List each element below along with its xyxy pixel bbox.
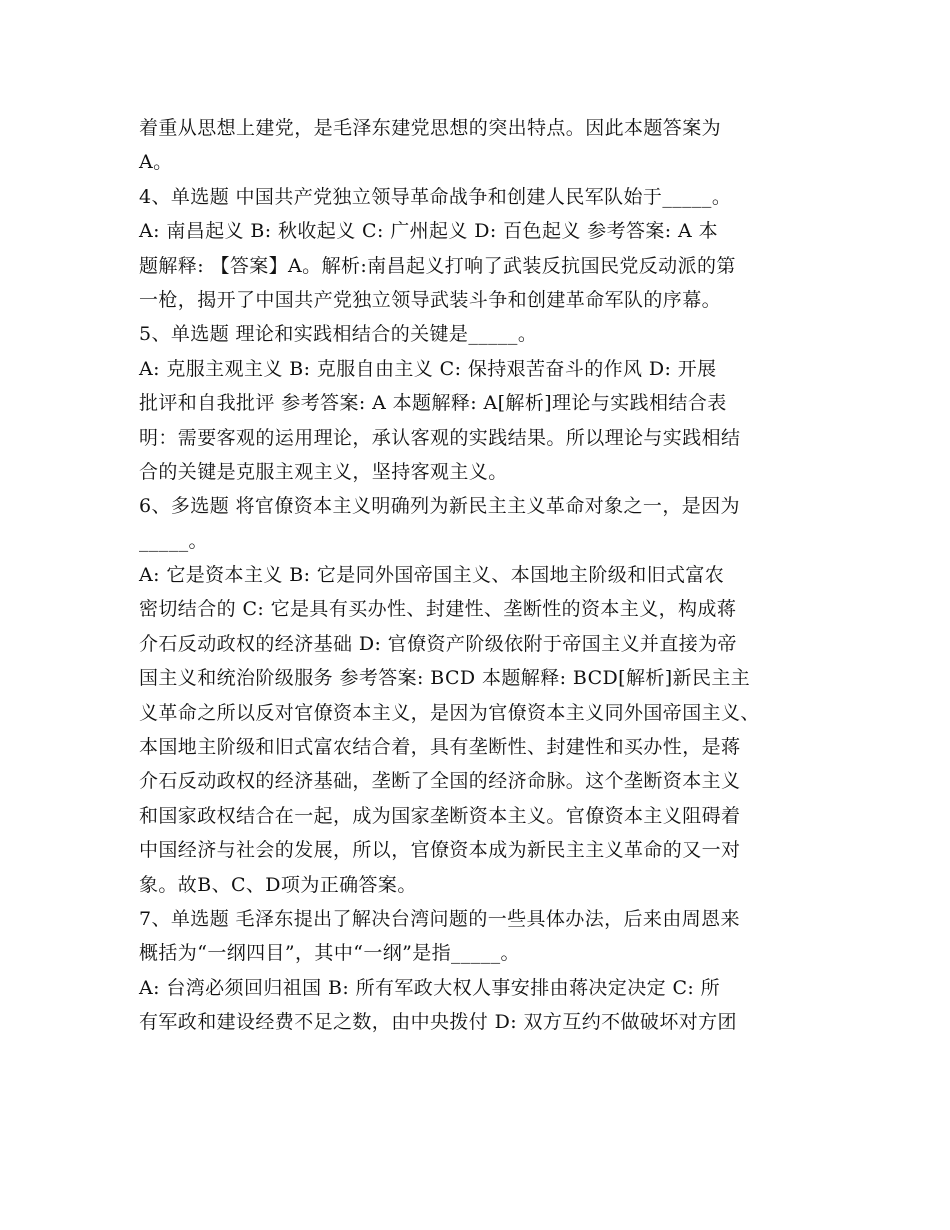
text-line: 一枪，揭开了中国共产党独立领导武装斗争和创建革命军队的序幕。 <box>139 288 722 311</box>
text-line: 义革命之所以反对官僚资本主义，是因为官僚资本主义同外国帝国主义、 <box>139 701 760 724</box>
question-6-stem: 6、多选题 将官僚资本主义明确列为新民主主义革命对象之一，是因为 <box>139 495 740 518</box>
question-5-options: A: 克服主观主义 B: 克服自由主义 C: 保持艰苦奋斗的作风 D: 开展 <box>139 357 717 380</box>
text-line: 明：需要客观的运用理论，承认客观的实践结果。所以理论与实践相结 <box>139 426 741 449</box>
question-7-stem: 7、单选题 毛泽东提出了解决台湾问题的一些具体办法，后来由周恩来 <box>139 907 740 930</box>
question-5-stem: 5、单选题 理论和实践相结合的关键是_____。 <box>139 323 538 346</box>
text-line: 介石反动政权的经济基础，垄断了全国的经济命脉。这个垄断资本主义 <box>139 770 741 793</box>
text-line: 中国经济与社会的发展，所以，官僚资本成为新民主主义革命的又一对 <box>139 839 741 862</box>
text-line: _____。 <box>139 529 208 552</box>
text-line: 有军政和建设经费不足之数，由中央拨付 D: 双方互约不做破坏对方团 <box>139 1011 737 1034</box>
text-line: 国主义和统治阶级服务 参考答案: BCD 本题解释: BCD[解析]新民主主 <box>139 667 751 690</box>
document-body <box>139 111 825 1040</box>
question-6-options: A: 它是资本主义 B: 它是同外国帝国主义、本国地主阶级和旧式富农 <box>139 564 725 587</box>
text-line: 和国家政权结合在一起，成为国家垄断资本主义。官僚资本主义阻碍着 <box>139 804 741 827</box>
text-line: 合的关键是克服主观主义，坚持客观主义。 <box>139 460 508 483</box>
text-line: 批评和自我批评 参考答案: A 本题解释: A[解析]理论与实践相结合表 <box>139 392 727 415</box>
text-line: 密切结合的 C: 它是具有买办性、封建性、垄断性的资本主义，构成蒋 <box>139 598 737 621</box>
question-4-options: A: 南昌起义 B: 秋收起义 C: 广州起义 D: 百色起义 参考答案: A 本 <box>139 220 718 243</box>
text-line: 着重从思想上建党，是毛泽东建党思想的突出特点。因此本题答案为 <box>139 117 722 139</box>
text-line: 概括为“一纲四目”，其中“一纲”是指_____。 <box>139 942 520 965</box>
text-line: 题解释: 【答案】A。解析:南昌起义打响了武装反抗国民党反动派的第 <box>139 254 736 277</box>
question-7-options: A: 台湾必须回归祖国 B: 所有军政大权人事安排由蒋决定决定 C: 所 <box>139 976 721 999</box>
question-4-stem: 4、单选题 中国共产党独立领导革命战争和创建人民军队始于_____。 <box>139 185 732 208</box>
text-line: 介石反动政权的经济基础 D: 官僚资产阶级依附于帝国主义并直接为帝 <box>139 632 737 655</box>
text-line: A。 <box>139 151 173 174</box>
text-line: 象。故B、C、D项为正确答案。 <box>139 873 417 896</box>
text-line: 本国地主阶级和旧式富农结合着，具有垄断性、封建性和买办性，是蒋 <box>139 736 741 759</box>
